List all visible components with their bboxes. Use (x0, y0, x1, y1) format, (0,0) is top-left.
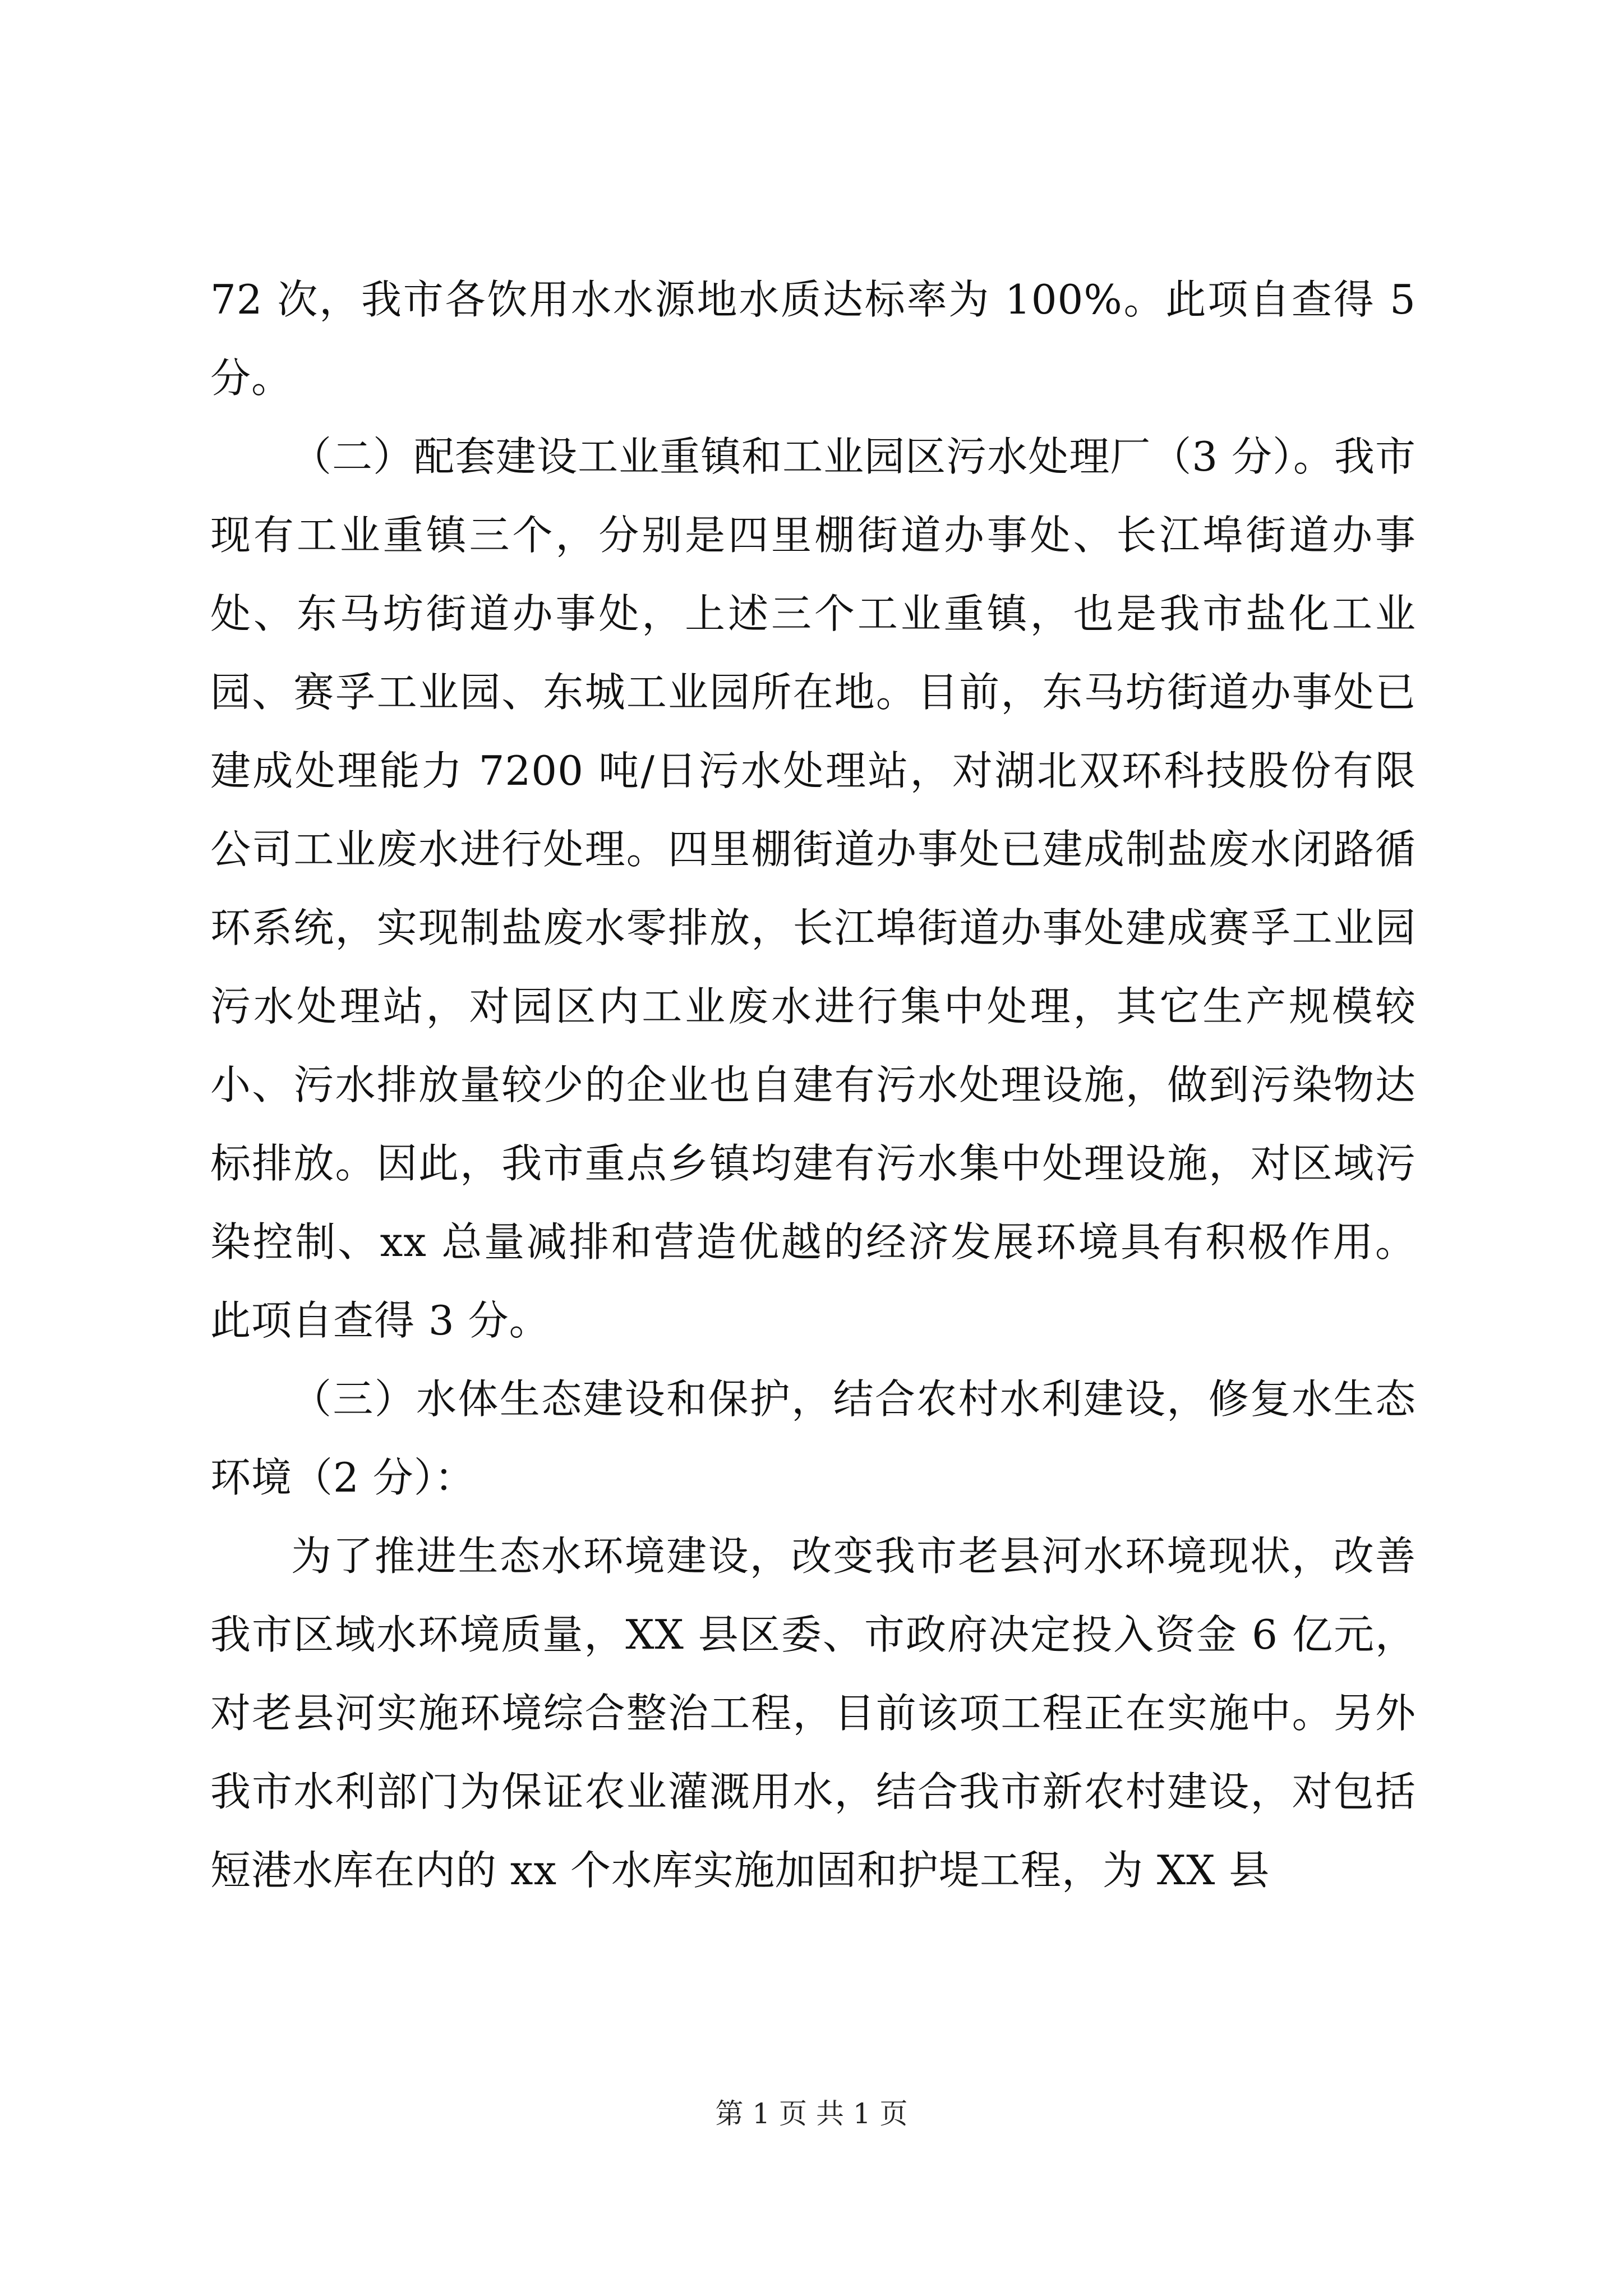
paragraph-section-three-heading: （三）水体生态建设和保护，结合农村水利建设，修复水生态环境（2 分）： (210, 1375, 1416, 1501)
page-footer: 第 1 页 共 1 页 (715, 2097, 908, 2130)
paragraph-section-two: （二）配套建设工业重镇和工业园区污水处理厂（3 分）。我市现有工业重镇三个，分别是四里棚街道办事处、长江埠街道办事处、东马坊街道办事处，上述三个工业重镇，也是我市盐化工业园、赛孚工业园、东城工业园所在地。目前，东马坊街道办事处已建成处理能力 7200 吨/日污水处理站，对湖北双环科技股份有限公司工业废水进行处理。四里棚街道办事处已建成制盐废水闭路循环系统，实现制盐废水零排放，长江埠街道办事处建成赛孚工业园污水处理站，对园区内工业废水进行集中处理，其它生产规模较小、污水排放量较少的企业也自建有污水处理设施，做到污染物达标排放。因此，我市重点乡镇均建有污水集中处理设施，对区域污染控制、xx 总量减排和营造优越的经济发展环境具有积极作用。此项自查得 3 分。 (210, 433, 1416, 1344)
body-text (210, 260, 1416, 1910)
paragraph-continuation: 72 次，我市各饮用水水源地水质达标率为 100%。此项自查得 5 分。 (210, 276, 1416, 402)
paragraph-section-three-body: 为了推进生态水环境建设，改变我市老县河水环境现状，改善我市区域水环境质量，XX 县区委、市政府决定投入资金 6 亿元，对老县河实施环境综合整治工程，目前该项工程正在实施中。另外我市水利部门为保证农业灌溉用水，结合我市新农村建设，对包括短港水库在内的 xx 个水库实施加固和护堤工程，为 XX 县 (210, 1533, 1416, 1894)
